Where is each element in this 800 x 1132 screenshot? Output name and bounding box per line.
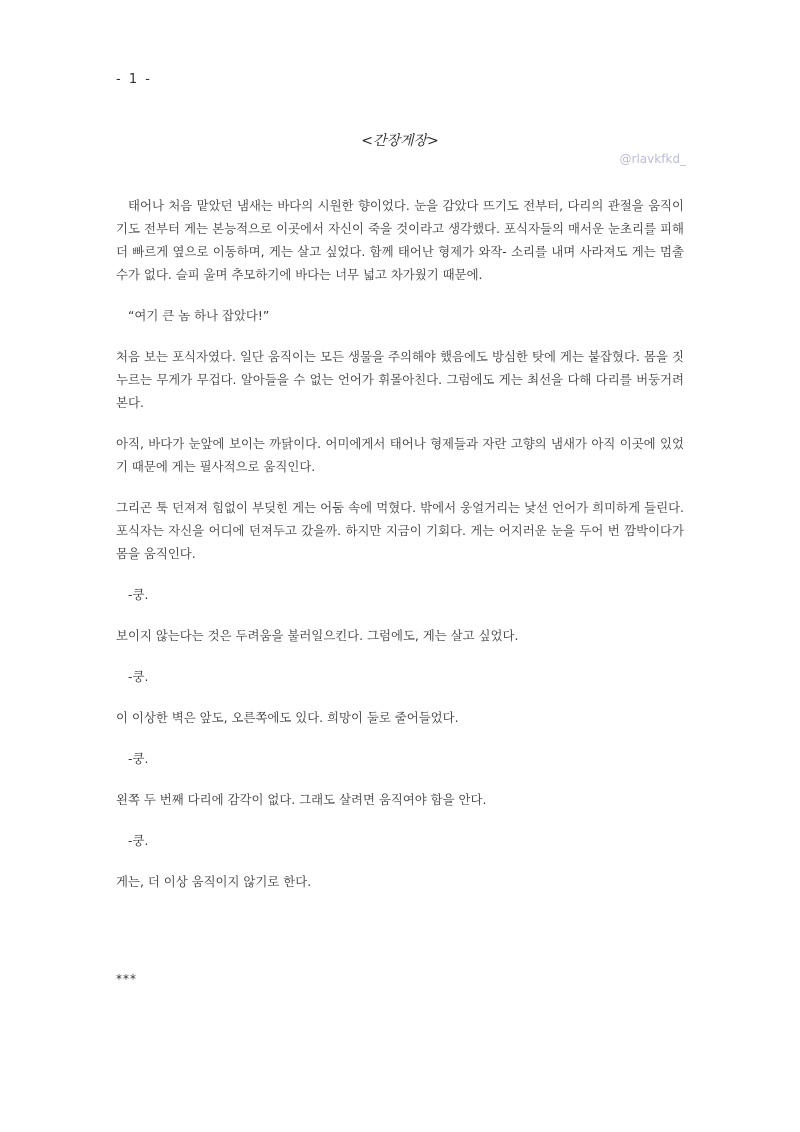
sound-effect-2: -쿵. [128,669,149,684]
paragraph-4: 아직, 바다가 눈앞에 보이는 까닭이다. 어미에게서 태어나 형제들과 자란 고향의 냄새가 아직 이곳에 있었기 때문에 게는 필사적으로 움직인다. [116,436,684,474]
paragraph-7: 보이지 않는다는 것은 두려움을 불러일으킨다. 그럼에도, 게는 살고 싶었다. [116,628,519,643]
paragraph-13: 게는, 더 이상 움직이지 않기로 한다. [116,874,312,889]
section-break: *** [116,972,137,986]
page-number: - 1 - [116,72,152,87]
story-title: <간장게장> [361,133,439,149]
paragraph-9: 이 이상한 벽은 앞도, 오른쪽에도 있다. 희망이 둘로 줄어들었다. [116,710,459,725]
sound-effect-3: -쿵. [128,751,149,766]
story-body [116,194,684,911]
paragraph-5: 그리곤 툭 던져져 힘없이 부딪힌 게는 어둠 속에 먹혔다. 밖에서 웅얼거리는 낯선 언어가 희미하게 들린다. 포식자는 자신을 어디에 던져두고 갔을까. 하지만 지금이 기회다. 게는 어지러운 눈을 두어 번 깜박이다가 몸을 움직인다. [116,500,684,561]
sound-effect-4: -쿵. [128,833,149,848]
paragraph-11: 왼쪽 두 번째 다리에 감각이 없다. 그래도 살려면 움직여야 함을 안다. [116,792,487,807]
dialogue-line: “여기 큰 놈 하나 잡았다!” [128,308,270,323]
paragraph-1: 태어나 처음 맡았던 냄새는 바다의 시원한 향이었다. 눈을 감았다 뜨기도 전부터, 다리의 관절을 움직이기도 전부터 게는 본능적으로 이곳에서 자신이 죽을 것이라고 생각했다. 포식자들의 매서운 눈초리를 피해 더 빠르게 옆으로 이동하며, 게는 살고 싶었다. 함께 태어난 형제가 와작- 소리를 내며 사라져도 게는 멈출 수가 없다. 슬피 울며 추모하기에 바다는 너무 넓고 차가웠기 때문에. [116,198,684,282]
author-handle: @rlavkfkd_ [619,152,686,166]
paragraph-3: 처음 보는 포식자였다. 일단 움직이는 모든 생물을 주의해야 했음에도 방심한 탓에 게는 붙잡혔다. 몸을 짓누르는 무게가 무겁다. 알아들을 수 없는 언어가 휘몰아친다. 그럼에도 게는 최선을 다해 다리를 버둥거려본다. [116,349,684,410]
sound-effect-1: -쿵. [128,587,149,602]
